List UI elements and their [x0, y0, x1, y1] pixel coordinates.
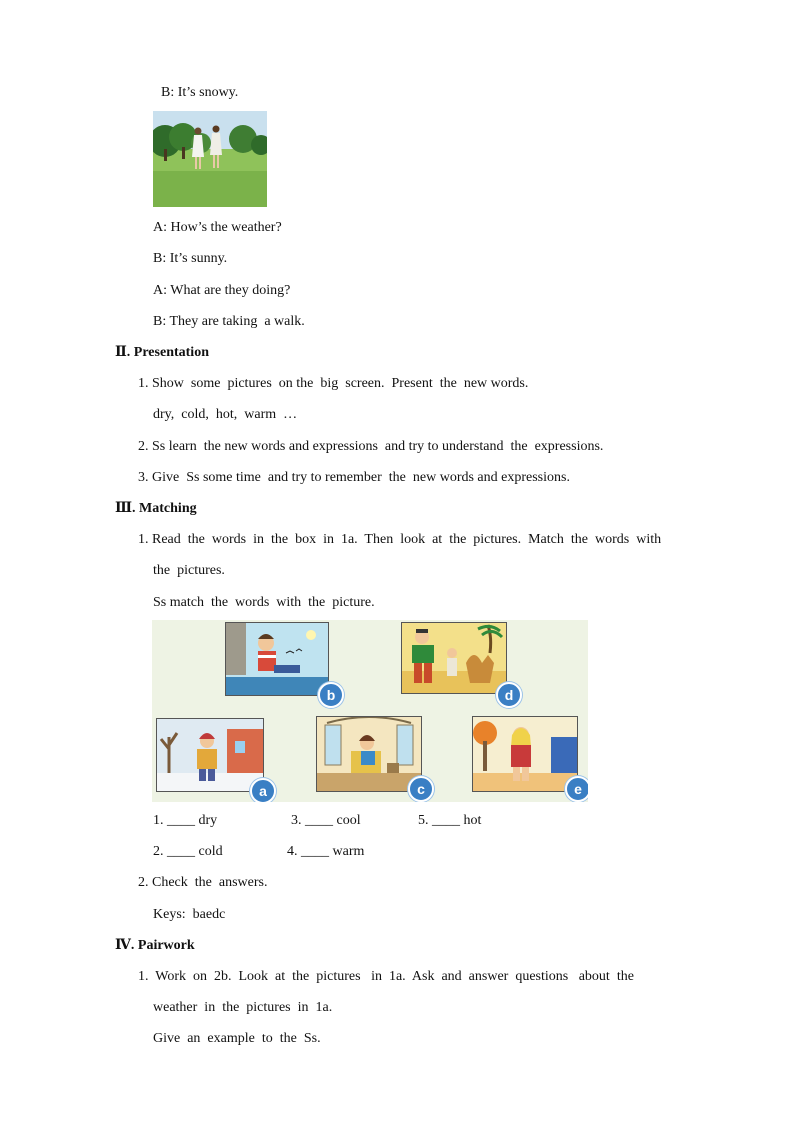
section-heading-matching: Ⅲ. Matching — [115, 501, 197, 516]
dialog-line: B: It’s sunny. — [153, 251, 228, 266]
badge-c: c — [408, 776, 434, 802]
list-item: 2. Check the answers. — [138, 875, 268, 890]
list-item: 1. Read the words in the box in 1a. Then look at the pictures. Match the words with — [138, 532, 662, 547]
list-item-sub: dry, cold, hot, warm … — [153, 407, 298, 422]
picture-e-hot — [472, 716, 578, 792]
section-heading-pairwork: Ⅳ. Pairwork — [115, 938, 195, 953]
instruction-text: Ss match the words with the picture. — [153, 595, 375, 610]
list-item-cont: the pictures. — [153, 563, 225, 578]
blank-item: 4. ____ warm — [287, 844, 365, 859]
dialog-line: A: What are they doing? — [153, 283, 291, 298]
picture-c-indoor — [316, 716, 422, 792]
badge-b: b — [318, 682, 344, 708]
list-item-cont: weather in the pictures in 1a. — [153, 1000, 333, 1015]
list-item: 3. Give Ss some time and try to remember the new words and expressions. — [138, 470, 570, 485]
section-heading-presentation: Ⅱ. Presentation — [115, 345, 209, 360]
park-walk-photo — [153, 111, 267, 207]
picture-a-cold — [156, 718, 264, 792]
badge-a: a — [250, 778, 276, 802]
picture-b-boy-sitting — [225, 622, 329, 696]
weather-pictures-panel — [152, 620, 588, 802]
blank-item: 1. ____ dry — [153, 813, 218, 828]
blank-item: 5. ____ hot — [418, 813, 482, 828]
badge-d: d — [496, 682, 522, 708]
blank-item: 3. ____ cool — [291, 813, 361, 828]
dialog-line: B: It’s snowy. — [161, 85, 239, 100]
list-item: 2. Ss learn the new words and expressions and try to understand the expressions. — [138, 439, 604, 454]
picture-d-desert — [401, 622, 507, 694]
dialog-line: A: How’s the weather? — [153, 220, 282, 235]
answer-keys: Keys: baedc — [153, 907, 226, 922]
dialog-line: B: They are taking a walk. — [153, 314, 305, 329]
badge-e: e — [565, 776, 588, 802]
list-item: 1. Work on 2b. Look at the pictures in 1a. Ask and answer questions about the — [138, 969, 634, 984]
instruction-text: Give an example to the Ss. — [153, 1031, 321, 1046]
list-item: 1. Show some pictures on the big screen. Present the new words. — [138, 376, 529, 391]
blank-item: 2. ____ cold — [153, 844, 223, 859]
